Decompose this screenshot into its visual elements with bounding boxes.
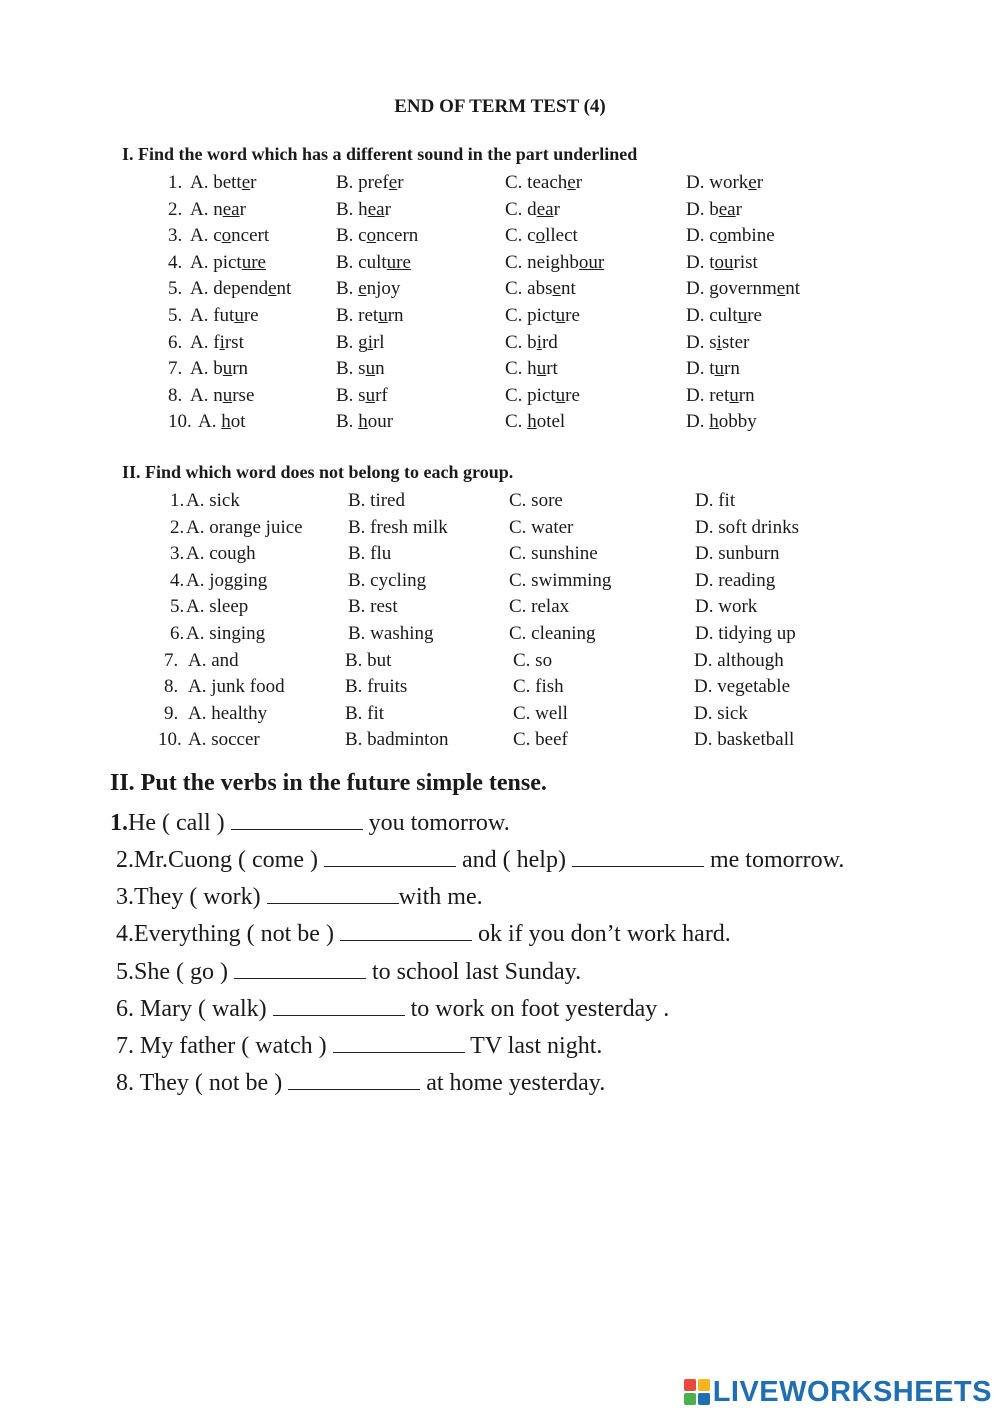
answer-option: C. swimming xyxy=(509,569,612,591)
question-number: 3. xyxy=(168,225,183,247)
option-text-rest: nt xyxy=(276,278,292,300)
answer-option xyxy=(505,225,578,247)
underlined-sound: u xyxy=(234,305,244,326)
section2-heading: II. Find which word does not belong to each group. xyxy=(122,462,514,482)
answer-option: B. cycling xyxy=(348,569,427,591)
item-text: My father ( watch ) xyxy=(134,1033,327,1059)
answer-option: C. sunshine xyxy=(509,543,598,565)
answer-option xyxy=(190,305,259,327)
answer-option: B. fruits xyxy=(345,676,408,698)
option-text: D. s xyxy=(686,331,717,353)
item-number: 4. xyxy=(116,921,134,947)
underlined-sound: i xyxy=(716,331,722,353)
option-text-rest: rse xyxy=(232,384,255,406)
option-text-rest: re xyxy=(747,305,762,326)
option-text-rest: ot xyxy=(230,411,246,433)
answer-blank[interactable] xyxy=(267,881,399,904)
underlined-sound: ea xyxy=(222,198,240,220)
option-text-rest: rst xyxy=(224,331,244,353)
answer-option xyxy=(336,385,388,407)
answer-option: A. singing xyxy=(186,623,266,644)
option-text-rest: re xyxy=(565,305,580,326)
option-text-rest: r xyxy=(735,198,742,220)
item-text: and ( help) xyxy=(455,847,566,873)
item-number: 5. xyxy=(116,959,134,985)
option-text: C. xyxy=(505,411,528,433)
option-text-rest: r xyxy=(756,172,764,193)
answer-option: B. tired xyxy=(348,490,405,511)
underlined-sound: h xyxy=(709,411,719,433)
answer-option xyxy=(336,411,393,433)
item-text: at home yesterday. xyxy=(420,1070,606,1096)
item-text: you tomorrow. xyxy=(362,810,510,836)
question-number: 10. xyxy=(168,411,192,433)
option-text: B. h xyxy=(336,198,368,220)
option-text-rest: r xyxy=(239,198,246,220)
question-number: 10. xyxy=(158,729,182,751)
item-text: to school last Sunday. xyxy=(365,959,582,985)
underlined-sound: o xyxy=(221,225,232,247)
answer-option xyxy=(198,411,246,433)
answer-option: B. fit xyxy=(345,702,385,724)
answer-option: D. fit xyxy=(695,490,736,511)
logo-square-red xyxy=(684,1379,696,1391)
answer-option: A. and xyxy=(188,649,239,671)
question-number: 7. xyxy=(164,649,179,671)
option-text: A. f xyxy=(190,331,220,353)
question-number: 5. xyxy=(168,278,183,300)
option-text: C. h xyxy=(505,358,537,380)
option-text-rest: rn xyxy=(724,358,740,380)
option-text: B. c xyxy=(336,225,367,247)
option-text: B. ret xyxy=(336,305,379,326)
option-text-rest: rist xyxy=(733,251,758,273)
answer-option xyxy=(190,385,254,407)
answer-option xyxy=(686,411,757,433)
underlined-sound: u xyxy=(222,358,233,380)
underlined-sound: e xyxy=(552,278,561,300)
underlined-sound: i xyxy=(536,331,542,353)
answer-option xyxy=(505,172,582,194)
underlined-sound: h xyxy=(221,411,231,433)
question-number: 6. xyxy=(170,623,185,644)
answer-option xyxy=(336,305,404,327)
answer-option: D. vegetable xyxy=(694,676,791,698)
answer-option xyxy=(505,385,580,407)
underlined-sound: u xyxy=(729,384,739,406)
option-text: D. t xyxy=(686,251,715,273)
underlined-sound: i xyxy=(219,331,225,353)
answer-option xyxy=(505,252,604,274)
option-text: A. n xyxy=(190,384,223,406)
option-text-rest: ncert xyxy=(231,225,270,247)
item-text: TV last night. xyxy=(464,1033,603,1059)
answer-option xyxy=(336,172,404,194)
option-text: C. b xyxy=(505,331,537,353)
underlined-sound: ure xyxy=(386,251,411,273)
option-text: C. neighb xyxy=(505,251,579,273)
option-text-rest: re xyxy=(243,305,259,326)
answer-option: A. sleep xyxy=(186,596,249,618)
question-number: 6. xyxy=(168,331,183,353)
section3-heading: II. Put the verbs in the future simple tense. xyxy=(110,770,547,796)
answer-option xyxy=(686,385,755,407)
logo-square-blue xyxy=(698,1393,710,1405)
option-text-rest: nt xyxy=(785,278,800,300)
item-number: 6. xyxy=(116,996,134,1022)
option-text: B. xyxy=(336,411,359,433)
answer-option xyxy=(505,305,580,327)
underlined-sound: o xyxy=(366,225,377,247)
answer-option xyxy=(336,358,385,380)
option-text: D. governm xyxy=(686,278,777,300)
option-text-rest: rn xyxy=(738,384,755,406)
answer-option xyxy=(190,278,291,300)
answer-option xyxy=(190,358,248,380)
answer-blank[interactable] xyxy=(324,844,456,867)
answer-option xyxy=(505,411,565,433)
option-text: C. d xyxy=(505,198,537,220)
item-number: 2. xyxy=(116,847,134,873)
answer-option: A. jogging xyxy=(186,569,268,591)
answer-option xyxy=(190,332,244,354)
underlined-sound: u xyxy=(378,305,388,326)
underlined-sound: ou xyxy=(714,251,734,273)
question-number: 4. xyxy=(170,569,185,591)
underlined-sound: e xyxy=(776,278,786,300)
answer-option xyxy=(190,225,269,247)
option-text-rest: rf xyxy=(375,384,388,406)
item-text: Everything ( not be ) xyxy=(134,921,334,947)
option-text: B. s xyxy=(336,384,366,406)
question-number: 4. xyxy=(168,251,183,273)
answer-option xyxy=(686,305,762,327)
answer-option xyxy=(336,252,411,274)
option-text-rest: rt xyxy=(546,358,558,380)
answer-option: B. badminton xyxy=(345,729,449,751)
question-number: 3. xyxy=(170,543,185,565)
underlined-sound: u xyxy=(714,358,724,380)
section1-heading: I. Find the word which has a different sound in the part underlined xyxy=(122,144,638,164)
option-text: C. teach xyxy=(505,172,568,193)
answer-option: D. tidying up xyxy=(695,623,796,644)
underlined-sound: h xyxy=(358,411,368,433)
underlined-sound: u xyxy=(365,358,376,380)
answer-blank[interactable] xyxy=(572,844,704,867)
question-number: 5. xyxy=(170,596,185,618)
liveworksheets-logo-icon xyxy=(684,1379,710,1405)
option-text-rest: rn xyxy=(232,358,249,380)
answer-option: B. washing xyxy=(348,623,434,644)
question-number: 2. xyxy=(168,198,183,220)
option-text-rest: ncern xyxy=(376,225,419,247)
underlined-sound: i xyxy=(367,331,373,353)
answer-option xyxy=(336,199,391,221)
option-text: C. c xyxy=(505,225,536,247)
fill-in-item xyxy=(116,1067,605,1097)
underlined-sound: e xyxy=(388,172,398,193)
answer-option xyxy=(686,278,800,300)
item-text: They ( not be ) xyxy=(134,1070,283,1096)
answer-option: C. cleaning xyxy=(509,623,596,644)
option-text-rest: our xyxy=(367,411,394,433)
question-number: 5. xyxy=(168,305,183,326)
answer-option xyxy=(686,252,758,274)
option-text-rest: llect xyxy=(545,225,578,247)
answer-option: C. beef xyxy=(513,729,568,751)
liveworksheets-logo-text: LIVEWORKSHEETS xyxy=(712,1375,992,1408)
answer-option xyxy=(686,332,749,354)
option-text-rest: rn xyxy=(387,305,404,326)
answer-option: D. sick xyxy=(694,702,748,724)
page-title: END OF TERM TEST (4) xyxy=(394,96,606,117)
option-text-rest: rd xyxy=(541,331,558,353)
option-text-rest: n xyxy=(375,358,385,380)
answer-option xyxy=(686,172,763,194)
fill-in-item xyxy=(116,1030,602,1060)
logo-square-yellow xyxy=(698,1379,710,1391)
option-text: A. bett xyxy=(190,172,242,193)
option-text-rest: r xyxy=(575,172,583,193)
answer-option: A. orange juice xyxy=(186,516,303,538)
answer-option: B. fresh milk xyxy=(348,516,448,538)
answer-option: D. although xyxy=(694,649,784,671)
question-number: 1. xyxy=(168,172,183,193)
option-text: D. cult xyxy=(686,305,738,326)
answer-option xyxy=(336,225,418,247)
underlined-sound: e xyxy=(358,278,367,300)
underlined-sound: u xyxy=(365,384,376,406)
item-text: ok if you don’t work hard. xyxy=(471,921,731,947)
underlined-sound: ea xyxy=(367,198,385,220)
answer-option: C. well xyxy=(513,702,568,724)
option-text-rest: re xyxy=(565,384,580,406)
answer-blank[interactable] xyxy=(288,1067,420,1090)
underlined-sound: u xyxy=(536,358,547,380)
answer-option: D. reading xyxy=(695,569,776,591)
answer-option xyxy=(505,358,558,380)
fill-in-item xyxy=(116,844,844,874)
question-number: 7. xyxy=(168,358,183,380)
answer-option xyxy=(505,332,558,354)
underlined-sound: ure xyxy=(241,251,266,273)
option-text: B. pref xyxy=(336,172,389,193)
underlined-sound: our xyxy=(578,251,605,273)
item-text: Mr.Cuong ( come ) xyxy=(134,847,318,873)
underlined-sound: o xyxy=(535,225,546,247)
underlined-sound: e xyxy=(268,278,277,300)
fill-in-item xyxy=(116,881,483,911)
answer-option: C. so xyxy=(513,649,553,671)
fill-in-item xyxy=(116,956,581,986)
option-text-rest: r xyxy=(397,172,404,193)
fill-in-item xyxy=(116,993,669,1023)
option-text-rest: njoy xyxy=(366,278,401,300)
answer-option: D. sunburn xyxy=(695,543,780,565)
option-text-rest: nt xyxy=(560,278,576,300)
answer-option: B. rest xyxy=(348,596,398,618)
option-text-rest: r xyxy=(250,172,257,193)
answer-blank[interactable] xyxy=(234,956,366,979)
answer-option: A. sick xyxy=(186,490,240,511)
option-text: C. abs xyxy=(505,278,553,300)
answer-option: C. relax xyxy=(509,596,570,618)
option-text: A. xyxy=(198,411,222,433)
underlined-sound: u xyxy=(737,305,748,326)
item-text: to work on foot yesterday . xyxy=(404,996,670,1022)
option-text: D. t xyxy=(686,358,715,380)
item-text: with me. xyxy=(398,884,483,910)
answer-option: B. flu xyxy=(348,543,392,565)
answer-option xyxy=(190,199,246,221)
question-number: 8. xyxy=(168,384,183,406)
option-text-rest: ster xyxy=(721,331,750,353)
option-text: B. g xyxy=(336,331,368,353)
answer-option xyxy=(686,358,740,380)
answer-option: B. but xyxy=(345,649,392,671)
option-text-rest: obby xyxy=(718,411,757,433)
item-number: 3. xyxy=(116,884,134,910)
underlined-sound: u xyxy=(555,384,566,406)
option-text: B. cult xyxy=(336,251,387,273)
option-text: A. pict xyxy=(190,251,242,273)
question-number: 8. xyxy=(164,676,179,698)
answer-option: A. cough xyxy=(186,543,256,565)
answer-option: D. work xyxy=(695,596,758,618)
option-text: C. pict xyxy=(505,305,556,326)
answer-blank[interactable] xyxy=(340,918,472,941)
underlined-sound: o xyxy=(717,225,728,247)
answer-option xyxy=(505,278,576,300)
item-number: 8. xyxy=(116,1070,134,1096)
answer-option xyxy=(190,172,256,194)
underlined-sound: e xyxy=(241,172,251,193)
item-text: me tomorrow. xyxy=(703,847,845,873)
answer-option: C. sore xyxy=(509,490,563,511)
option-text-rest: r xyxy=(384,198,391,220)
underlined-sound: e xyxy=(567,172,576,193)
answer-option: A. healthy xyxy=(188,702,268,724)
option-text: D. c xyxy=(686,225,718,247)
option-text: B. xyxy=(336,278,359,300)
item-text: Mary ( walk) xyxy=(134,996,267,1022)
liveworksheets-logo xyxy=(684,1376,992,1408)
option-text: D. ret xyxy=(686,384,730,406)
answer-option xyxy=(336,332,385,354)
item-number: 1. xyxy=(110,810,128,836)
item-text: He ( call ) xyxy=(128,810,225,836)
underlined-sound: u xyxy=(555,305,566,326)
answer-option: D. basketball xyxy=(694,729,795,751)
logo-square-green xyxy=(684,1393,696,1405)
option-text: D. xyxy=(686,411,710,433)
option-text: A. depend xyxy=(190,278,269,300)
answer-option xyxy=(190,252,266,274)
item-number: 7. xyxy=(116,1033,134,1059)
underlined-sound: ea xyxy=(536,198,554,220)
underlined-sound: h xyxy=(527,411,537,433)
underlined-sound: ea xyxy=(718,198,736,220)
question-number: 1. xyxy=(170,490,185,511)
option-text-rest: rl xyxy=(372,331,385,353)
answer-blank[interactable] xyxy=(273,993,405,1016)
underlined-sound: e xyxy=(748,172,757,193)
option-text: A. b xyxy=(190,358,223,380)
answer-option: A. soccer xyxy=(188,729,260,751)
option-text: A. n xyxy=(190,198,223,220)
answer-blank[interactable] xyxy=(333,1030,465,1053)
answer-option: C. water xyxy=(509,516,574,538)
underlined-sound: u xyxy=(222,384,233,406)
option-text-rest: r xyxy=(553,198,560,220)
answer-option xyxy=(505,199,560,221)
option-text: C. pict xyxy=(505,384,556,406)
answer-blank[interactable] xyxy=(231,807,363,830)
answer-option: A. junk food xyxy=(188,676,285,698)
option-text-rest: otel xyxy=(536,411,566,433)
option-text: D. b xyxy=(686,198,719,220)
answer-option: C. fish xyxy=(513,676,564,698)
item-text: They ( work) xyxy=(134,884,261,910)
option-text: D. work xyxy=(686,172,749,193)
question-number: 2. xyxy=(170,516,185,538)
answer-option xyxy=(686,199,742,221)
option-text: A. fut xyxy=(190,305,235,326)
answer-option xyxy=(336,278,400,300)
fill-in-item xyxy=(110,807,510,837)
option-text: A. c xyxy=(190,225,222,247)
option-text-rest: mbine xyxy=(727,225,775,247)
fill-in-item xyxy=(116,918,731,948)
answer-option xyxy=(686,225,775,247)
option-text: B. s xyxy=(336,358,366,380)
question-number: 9. xyxy=(164,702,179,724)
answer-option: D. soft drinks xyxy=(695,516,799,538)
item-text: She ( go ) xyxy=(134,959,228,985)
